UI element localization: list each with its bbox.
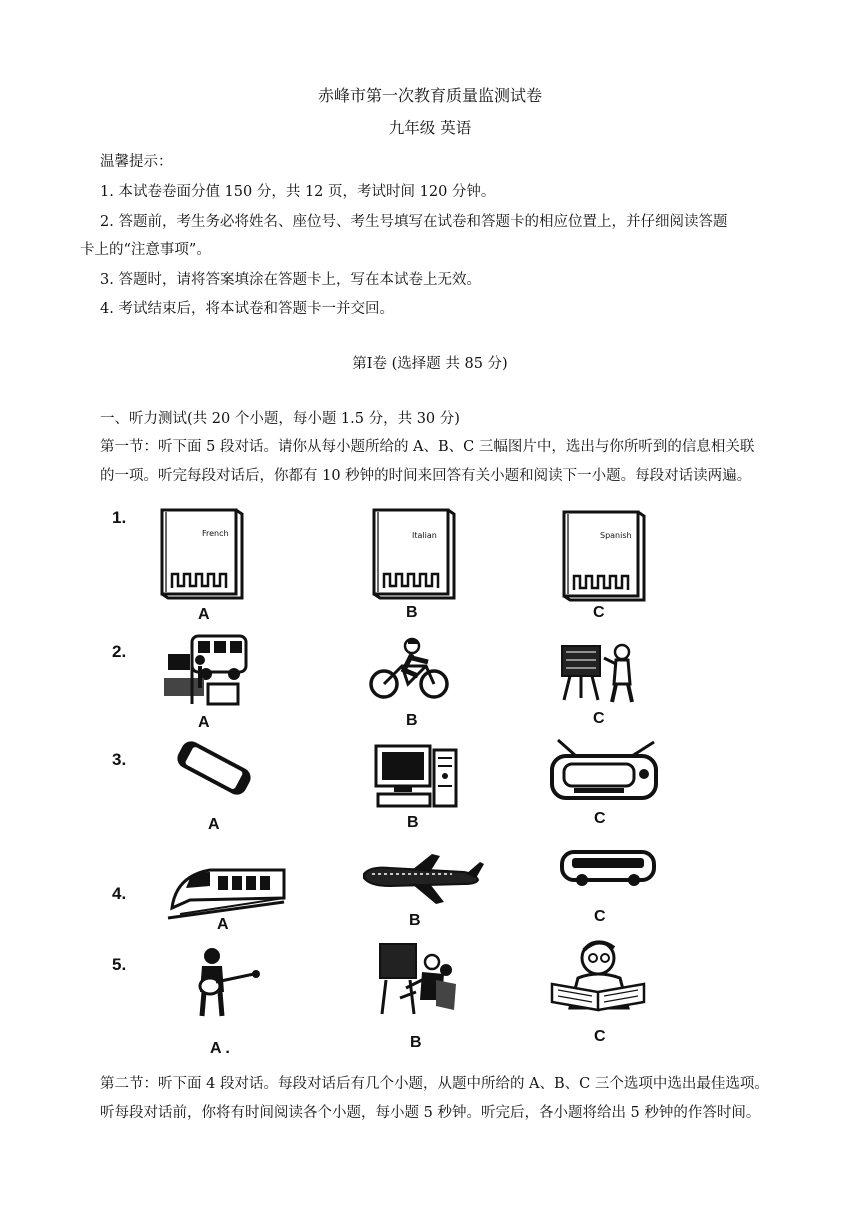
part-title: 第Ⅰ卷 (选择题 共 85 分) <box>352 356 508 372</box>
tip-line: 3. 答题时，请将答案填涂在答题卡上，写在本试卷上无效。 <box>100 272 481 288</box>
option-label: B <box>410 1034 422 1051</box>
option-label: B <box>406 604 418 621</box>
radio-icon <box>548 738 660 804</box>
svg-text:Spanish: Spanish <box>600 531 632 540</box>
book-italian-icon <box>370 508 456 600</box>
question-number: 2. <box>112 642 127 661</box>
option-label: A <box>198 606 210 623</box>
mobile-phone-icon <box>168 740 260 796</box>
option-label: C <box>593 710 605 727</box>
option-label: C <box>594 1028 606 1045</box>
svg-text:French: French <box>202 529 229 538</box>
option-label: C <box>593 604 605 621</box>
option-label: A <box>217 916 229 933</box>
computer-icon <box>374 742 462 810</box>
option-label: A . <box>210 1040 230 1057</box>
option-label: A <box>208 816 220 833</box>
book-spanish-icon <box>560 510 646 602</box>
guitarist-icon <box>188 946 262 1020</box>
question-number: 5. <box>112 955 127 974</box>
section2-instructions: 听每段对话前，你将有时间阅读各个小题，每小题 5 秒钟。听完后，各小题将给出 5 秒钟的作答时间。 <box>100 1105 761 1121</box>
airplane-icon <box>360 852 486 908</box>
option-label: A <box>198 714 210 731</box>
train-icon <box>166 858 288 922</box>
tip-line: 卡上的“注意事项”。 <box>80 242 211 258</box>
tips-heading: 温馨提示： <box>100 154 173 170</box>
painter-icon <box>556 640 650 704</box>
option-label: B <box>406 712 418 729</box>
exam-title: 赤峰市第一次教育质量监测试卷 <box>317 86 542 105</box>
exam-subtitle: 九年级 英语 <box>388 119 472 137</box>
reader-icon <box>548 936 656 1016</box>
section1-instructions: 的一项。听完每段对话后，你都有 10 秒钟的时间来回答有关小题和阅读下一小题。每段对话读两遍。 <box>100 468 752 484</box>
bus-stop-icon <box>162 632 252 708</box>
cyclist-icon <box>368 636 450 700</box>
tip-line: 2. 答题前，考生务必将姓名、座位号、考生号填写在试卷和答题卡的相应位置上，并仔细阅读答题 <box>100 214 728 230</box>
question-number: 4. <box>112 884 127 903</box>
bus-icon <box>558 848 658 888</box>
section2-instructions: 第二节：听下面 4 段对话。每段对话后有几个小题，从题中所给的 A、B、C 三个选项中选出最佳选项。 <box>100 1076 769 1092</box>
option-label: C <box>594 908 606 925</box>
option-label: B <box>407 814 419 831</box>
section-title: 一、听力测试(共 20 个小题，每小题 1.5 分，共 30 分) <box>100 411 460 427</box>
svg-text:Italian: Italian <box>412 531 437 540</box>
question-number: 3. <box>112 750 127 769</box>
question-number: 1. <box>112 508 127 527</box>
book-french-icon <box>158 508 244 600</box>
option-label: B <box>409 912 421 929</box>
section1-instructions: 第一节：听下面 5 段对话。请你从每小题所给的 A、B、C 三幅图片中，选出与你所听到的信息相关联 <box>100 439 755 455</box>
tip-line: 1. 本试卷卷面分值 150 分，共 12 页，考试时间 120 分钟。 <box>100 184 496 200</box>
artists-icon <box>376 940 458 1020</box>
option-label: C <box>594 810 606 827</box>
tip-line: 4. 考试结束后，将本试卷和答题卡一并交回。 <box>100 301 394 317</box>
